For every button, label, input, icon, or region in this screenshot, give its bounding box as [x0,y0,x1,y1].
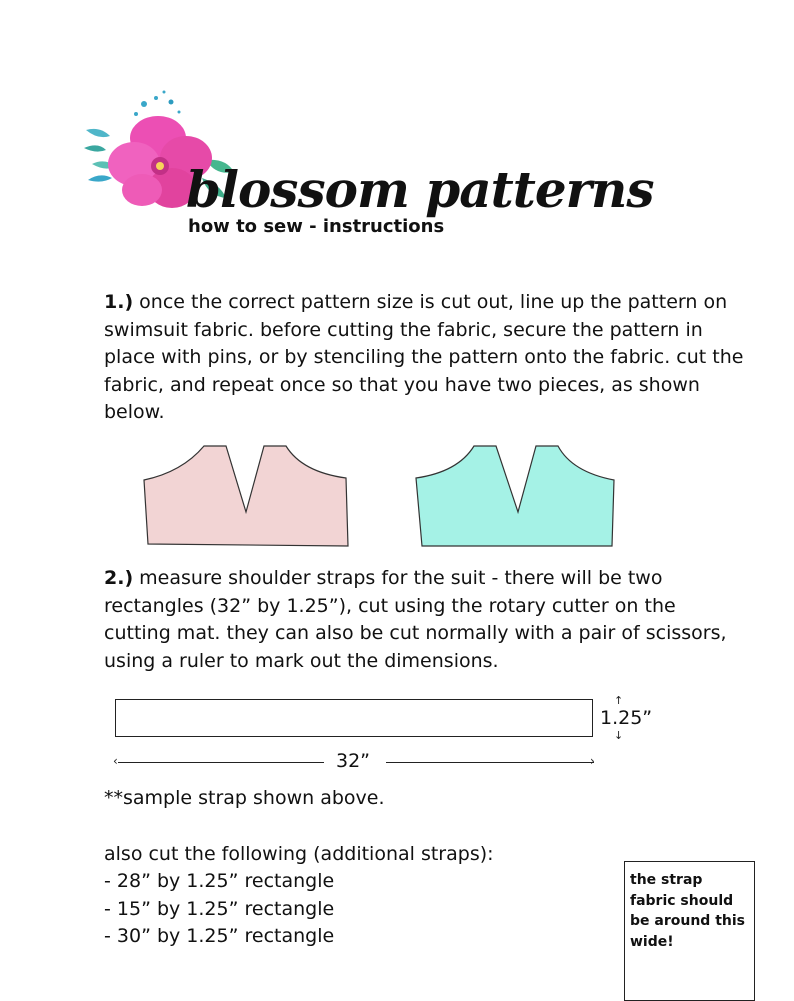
page-subtitle: how to sew - instructions [188,216,445,237]
step-2-paragraph [104,565,744,675]
width-dimension-line-left [118,762,324,763]
list-item: - 30” by 1.25” rectangle [104,925,335,947]
sample-strap-rectangle [115,699,593,737]
strap-width-reference-box [624,861,755,1001]
step-2-text: measure shoulder straps for the suit - there will be two rectangles (32” by 1.25”), cut using the rotary cutter on the cutting mat. they can also be cut normally with a pair of scissors, using a ruler to mark out the dimensions. [104,567,727,672]
additional-straps-intro: also cut the following (additional straps): [104,843,494,865]
strap-width-reference-text: the strap fabric should be around this wide! [630,872,745,950]
pattern-piece-right [412,442,622,550]
arrow-up-icon: ↑ [614,694,624,707]
step-1-number: 1.) [104,291,134,313]
pattern-piece-left [142,442,352,550]
list-item: - 15” by 1.25” rectangle [104,897,335,920]
strap-height-label: 1.25” [600,707,653,729]
step-1-paragraph [104,289,744,427]
strap-width-label: 32” [336,750,371,772]
brand-name: blossom patterns [186,160,654,219]
width-dimension-line-right [386,762,594,763]
step-2-number: 2.) [104,567,134,589]
list-item: - 28” by 1.25” rectangle [104,870,335,892]
arrow-left-icon: ‹ [113,754,118,768]
additional-straps-list [104,868,334,951]
arrow-down-icon: ↓ [614,729,624,742]
step-1-text: once the correct pattern size is cut out, line up the pattern on swimsuit fabric. before cutting the fabric, secure the pattern in place with pins, or by stenciling the pattern onto the fabric. cut the fabric, and repeat once so that you have two pieces, as shown below. [104,291,744,423]
sample-strap-note: **sample strap shown above. [104,787,385,809]
arrow-right-icon: › [590,754,595,768]
